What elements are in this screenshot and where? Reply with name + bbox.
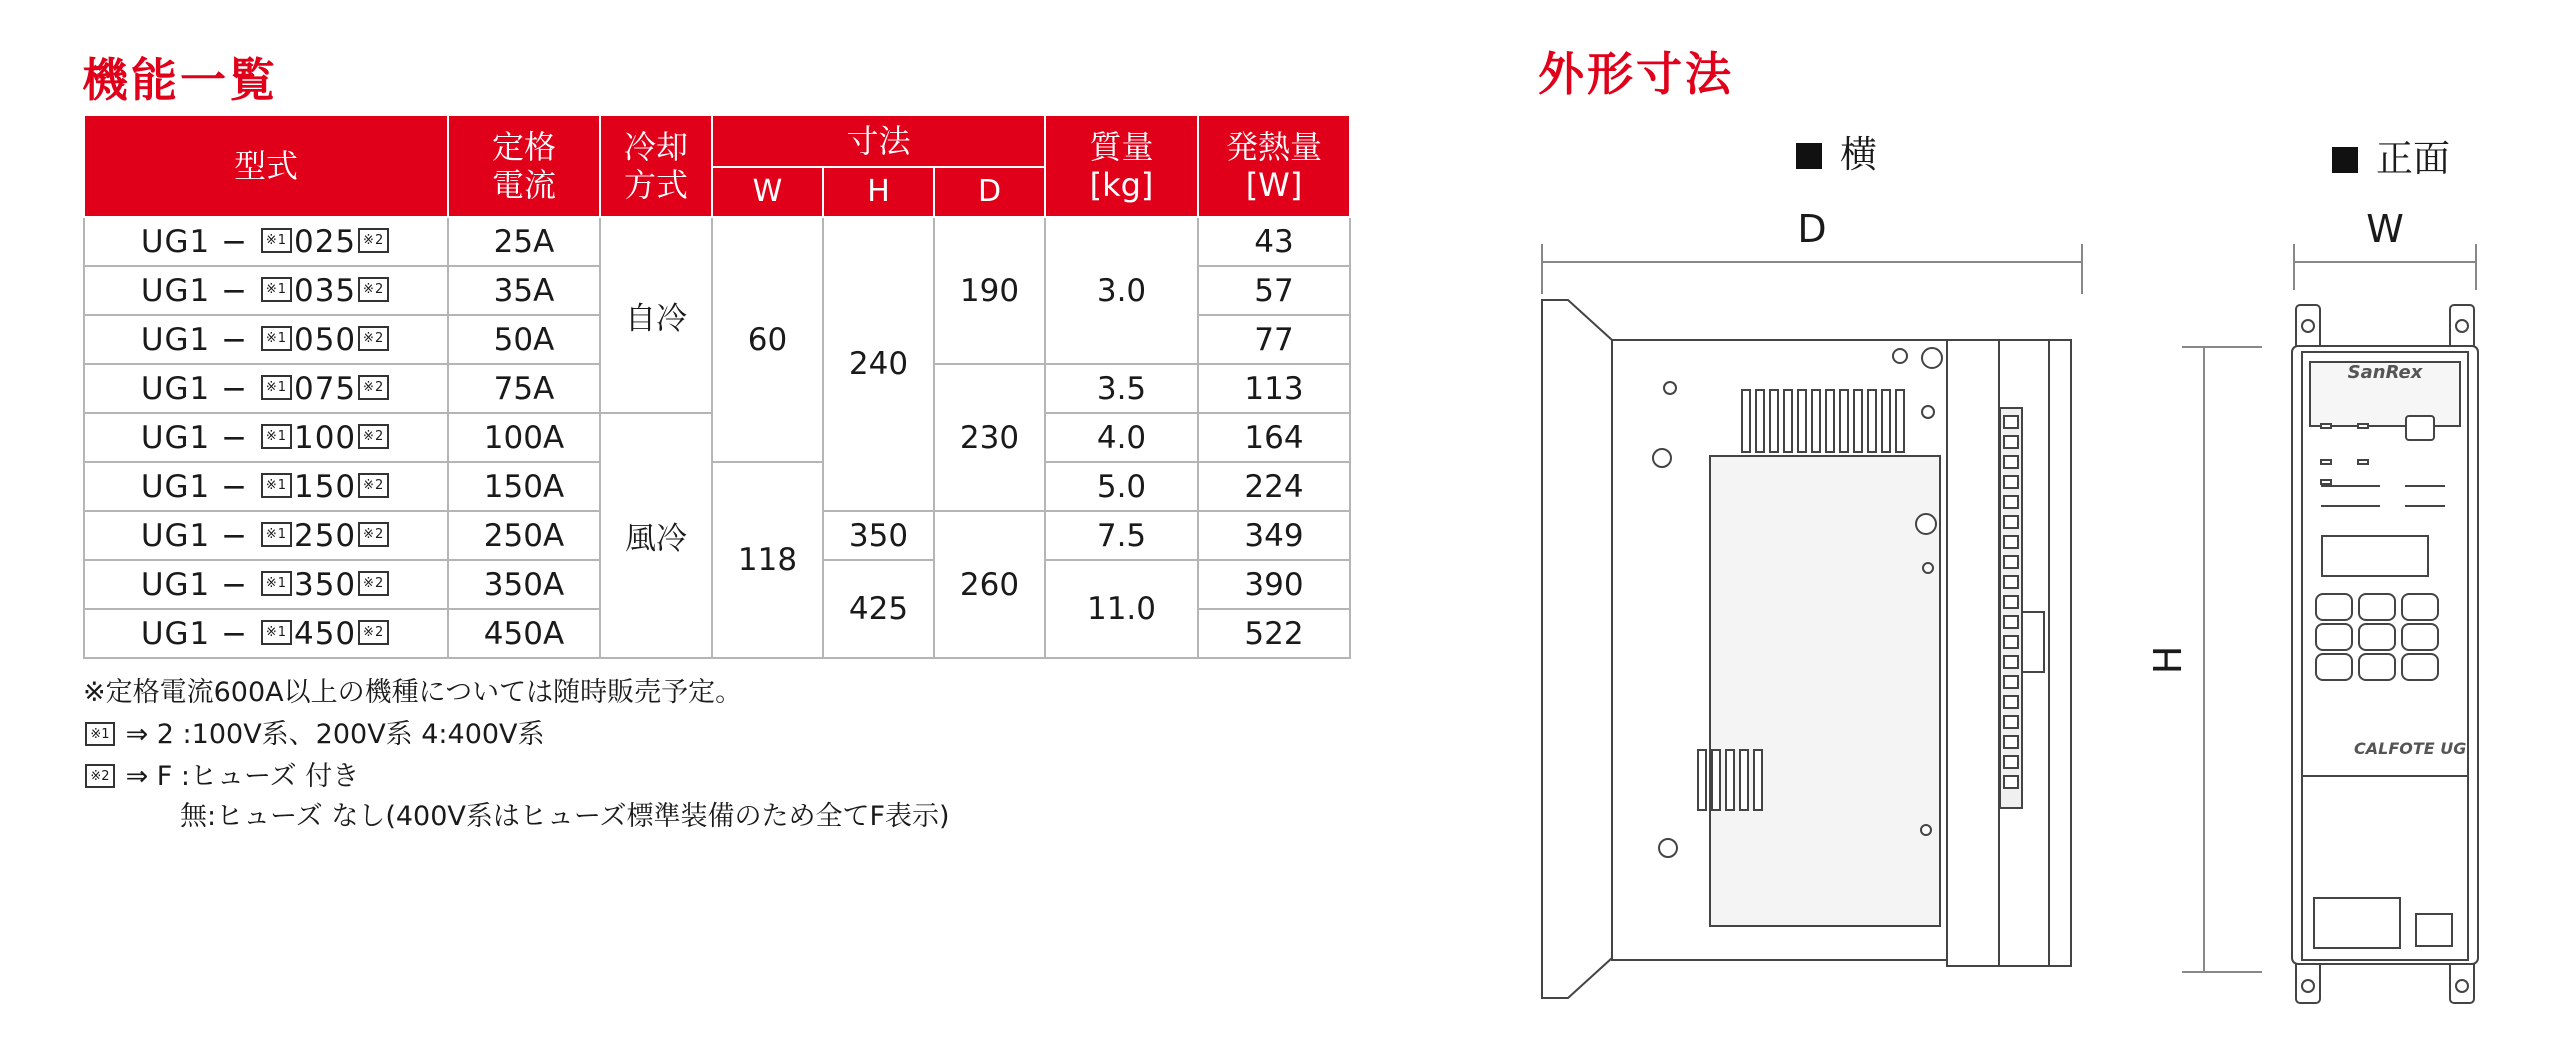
symbol-1-icon: ※1 (261, 375, 292, 400)
mass-cell: 3.0 (1045, 217, 1198, 364)
height-cell: 350 (823, 511, 934, 560)
depth-cell: 230 (934, 364, 1045, 511)
heat-cell: 164 (1198, 413, 1350, 462)
heat-cell: 349 (1198, 511, 1350, 560)
model-cell: UG1 − ※1 075 ※2 (84, 364, 448, 413)
symbol-2-icon: ※2 (358, 522, 389, 547)
height-cell: 425 (823, 560, 934, 658)
header-d: D (934, 167, 1045, 217)
dim-h-label: H (2146, 645, 2190, 675)
cooling-cell: 風冷 (600, 413, 712, 658)
current-cell: 25A (448, 217, 600, 266)
dim-w-label: W (2366, 207, 2404, 251)
header-model: 型式 (84, 115, 448, 217)
mass-cell: 3.5 (1045, 364, 1198, 413)
model-logo: CALFOTE UG (2354, 739, 2467, 758)
current-cell: 35A (448, 266, 600, 315)
mass-cell: 4.0 (1045, 413, 1198, 462)
dim-d-label: D (1797, 207, 1827, 251)
note-fuse: ※2 ⇒ F :ヒューズ 付き (83, 760, 359, 794)
front-view (2292, 305, 2478, 1003)
symbol-1-icon: ※1 (261, 277, 292, 302)
outline-drawing (1510, 150, 2510, 1030)
header-w: W (712, 167, 823, 217)
width-cell: 118 (712, 462, 823, 658)
model-cell: UG1 − ※1 035 ※2 (84, 266, 448, 315)
symbol-1-icon: ※1 (261, 473, 292, 498)
depth-cell: 260 (934, 511, 1045, 658)
current-cell: 100A (448, 413, 600, 462)
heat-cell: 522 (1198, 609, 1350, 658)
current-cell: 150A (448, 462, 600, 511)
symbol-1-icon: ※1 (261, 571, 292, 596)
heat-cell: 57 (1198, 266, 1350, 315)
header-rated-current: 定格 電流 (448, 115, 600, 217)
heat-cell: 43 (1198, 217, 1350, 266)
outline-dimensions-title: 外形寸法 (1538, 47, 1734, 101)
side-view-label: 横 (1796, 124, 1877, 178)
symbol-1-icon: ※1 (261, 228, 292, 253)
note-availability: ※定格電流600A以上の機種については随時販売予定。 (83, 677, 743, 708)
header-mass: 質量 [kg] (1045, 115, 1198, 217)
note-no-fuse: 無:ヒューズ なし(400V系はヒューズ標準装備のため全てF表示) (180, 801, 950, 832)
depth-cell: 190 (934, 217, 1045, 364)
brand-logo: SanRex (2347, 362, 2423, 383)
heat-cell: 224 (1198, 462, 1350, 511)
table-row (84, 217, 1350, 266)
symbol-2-icon: ※2 (358, 571, 389, 596)
mass-cell: 11.0 (1045, 560, 1198, 658)
model-cell: UG1 − ※1 150 ※2 (84, 462, 448, 511)
mass-cell: 5.0 (1045, 462, 1198, 511)
current-cell: 50A (448, 315, 600, 364)
current-cell: 350A (448, 560, 600, 609)
symbol-1-icon: ※1 (261, 522, 292, 547)
current-cell: 450A (448, 609, 600, 658)
heat-cell: 113 (1198, 364, 1350, 413)
note-voltage: ※1 ⇒ 2 :100V系、200V系 4:400V系 (83, 718, 545, 752)
symbol-2-icon: ※2 (358, 277, 389, 302)
model-cell: UG1 − ※1 350 ※2 (84, 560, 448, 609)
symbol-1-icon: ※1 (261, 620, 292, 645)
current-cell: 75A (448, 364, 600, 413)
spec-table (83, 114, 1351, 659)
heat-cell: 390 (1198, 560, 1350, 609)
table-row (84, 462, 1350, 511)
front-view-label: 正面 (2332, 128, 2450, 182)
model-cell: UG1 − ※1 025 ※2 (84, 217, 448, 266)
height-cell: 240 (823, 217, 934, 511)
width-cell: 60 (712, 217, 823, 462)
symbol-1-icon: ※1 (261, 326, 292, 351)
header-cooling: 冷却 方式 (600, 115, 712, 217)
cooling-cell: 自冷 (600, 217, 712, 413)
symbol-1-icon: ※1 (261, 424, 292, 449)
model-cell: UG1 − ※1 100 ※2 (84, 413, 448, 462)
current-cell: 250A (448, 511, 600, 560)
symbol-1-icon: ※1 (85, 722, 115, 746)
symbol-2-icon: ※2 (358, 473, 389, 498)
header-h: H (823, 167, 934, 217)
heat-cell: 77 (1198, 315, 1350, 364)
symbol-2-icon: ※2 (358, 424, 389, 449)
mass-cell: 7.5 (1045, 511, 1198, 560)
symbol-2-icon: ※2 (358, 228, 389, 253)
symbol-2-icon: ※2 (358, 326, 389, 351)
header-dimensions: 寸法 (712, 115, 1045, 167)
function-list-title: 機能一覧 (82, 53, 278, 107)
header-heat: 発熱量 [W] (1198, 115, 1350, 217)
symbol-2-icon: ※2 (358, 375, 389, 400)
model-cell: UG1 − ※1 450 ※2 (84, 609, 448, 658)
model-cell: UG1 − ※1 050 ※2 (84, 315, 448, 364)
model-cell: UG1 − ※1 250 ※2 (84, 511, 448, 560)
symbol-2-icon: ※2 (358, 620, 389, 645)
side-view (1542, 300, 2071, 998)
symbol-2-icon: ※2 (85, 764, 115, 788)
